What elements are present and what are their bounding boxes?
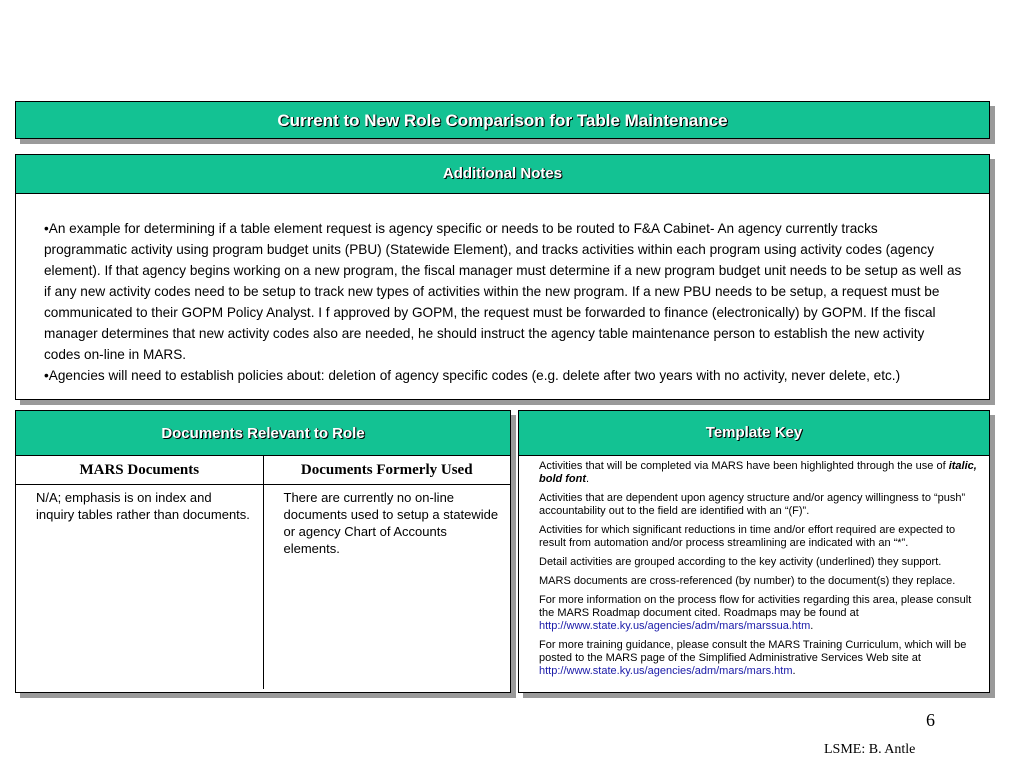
page-number: 6 bbox=[926, 710, 935, 730]
documents-header: Documents Relevant to Role bbox=[16, 411, 510, 456]
key-item-4: Detail activities are grouped according to the key activity (underlined) they support. bbox=[539, 556, 942, 568]
documents-table bbox=[16, 456, 510, 689]
key-item-3: Activities for which significant reductions in time and/or effort required are expected to result from automation and/or process streamlining are indicated with an “*”. bbox=[539, 524, 956, 549]
key-item-7-end: . bbox=[792, 665, 796, 677]
key-item-1 bbox=[539, 460, 981, 486]
note-bullet-2: •Agencies will need to establish policies about: deletion of agency specific codes (e.g. delete after two years with no activity, never delete, etc.) bbox=[44, 368, 901, 383]
slide-title: Current to New Role Comparison for Table Maintenance bbox=[15, 101, 990, 139]
key-item-7-text: For more training guidance, please consult the MARS Training Curriculum, which will be posted to the MARS page of the Simplified Administrative Services Web site at bbox=[539, 639, 967, 664]
note-bullet-1: •An example for determining if a table element request is agency specific or needs to be routed to F&A Cabinet- An agency currently tracks programmatic activity using program budget units (PBU) (Statewide Element), and tracks activities within each program using activity codes (agency element). If that agency begins working on a new program, the fiscal manager must determine if a new program budget unit needs to be setup as well as if any new activity codes need to be setup to track new types of activities within the new program. If a new PBU needs to be setup, a request must be communicated to their GOPM Policy Analyst. I f approved by GOPM, the request must be forwarded to finance (electronically) by GOPM. If the fiscal manager determines that new activity codes also are needed, he should instruct the agency table maintenance person to establish the new activity codes on-line in MARS. bbox=[44, 221, 962, 362]
documents-table-header-row bbox=[16, 456, 510, 485]
key-item-2: Activities that are dependent upon agency structure and/or agency willingness to “push” accountability out to the field are identified with an “(F)”. bbox=[539, 492, 966, 517]
footer-author: LSME: B. Antle bbox=[824, 742, 916, 757]
key-item-5: MARS documents are cross-referenced (by number) to the document(s) they replace. bbox=[539, 575, 956, 587]
key-item-7 bbox=[539, 639, 981, 678]
documents-panel bbox=[15, 410, 511, 693]
column-header-mars-documents: MARS Documents bbox=[16, 456, 263, 485]
additional-notes-panel bbox=[15, 154, 990, 400]
template-key-body bbox=[519, 456, 989, 678]
additional-notes-header: Additional Notes bbox=[16, 155, 989, 194]
key-item-1-end: . bbox=[586, 473, 590, 485]
formerly-used-cell: There are currently no on-line documents used to setup a statewide or agency Chart of Accounts elements. bbox=[283, 490, 499, 556]
template-key-panel bbox=[518, 410, 990, 693]
key-item-6 bbox=[539, 594, 981, 633]
key-item-1-emphasis: italic, bold font bbox=[539, 460, 977, 485]
roadmap-link[interactable]: http://www.state.ky.us/agencies/adm/mars/marssua.htm bbox=[539, 620, 811, 632]
template-key-header: Template Key bbox=[519, 411, 989, 456]
key-item-1-text: Activities that will be completed via MARS have been highlighted through the use of bbox=[539, 460, 949, 472]
additional-notes-body bbox=[16, 194, 989, 386]
mars-documents-cell: N/A; emphasis is on index and inquiry tables rather than documents. bbox=[16, 485, 263, 690]
key-item-6-end: . bbox=[810, 620, 814, 632]
documents-table-row bbox=[16, 485, 510, 690]
column-header-documents-formerly-used: Documents Formerly Used bbox=[263, 456, 510, 485]
training-curriculum-link[interactable]: http://www.state.ky.us/agencies/adm/mars/mars.htm bbox=[539, 665, 793, 677]
key-item-6-text: For more information on the process flow for activities regarding this area, please consult the MARS Roadmap document cited. Roadmaps may be found at bbox=[539, 594, 972, 619]
